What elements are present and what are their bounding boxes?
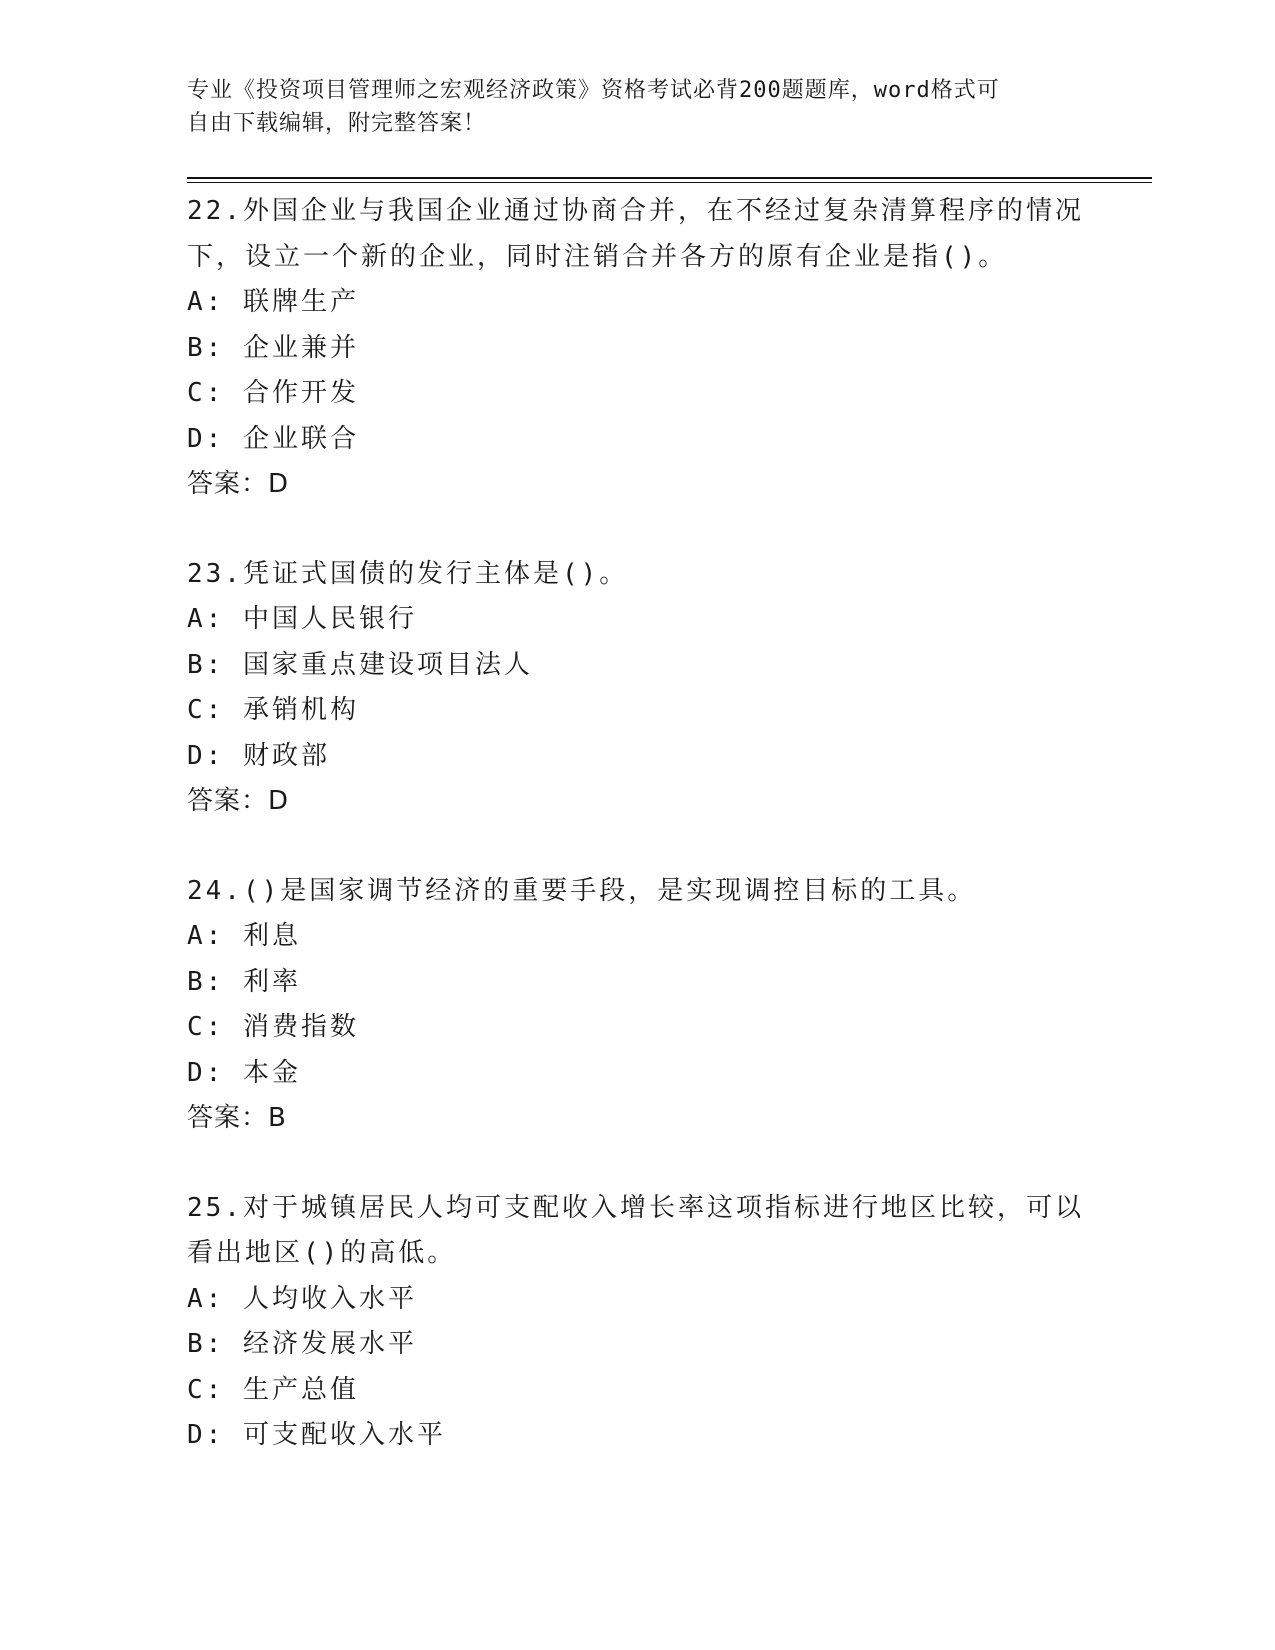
option-d: D: 可支配收入水平 (187, 1420, 446, 1450)
option-a: A: 利息 (187, 921, 301, 951)
question-stem (187, 1186, 1087, 1277)
header-divider-thin (187, 182, 1152, 183)
header-line-1: 专业《投资项目管理师之宏观经济政策》资格考试必背200题题库，word格式可 (187, 78, 1000, 103)
question-23 (187, 552, 1087, 825)
question-stem (187, 869, 1087, 915)
option-b: B: 企业兼并 (187, 332, 359, 363)
option-c: C: 消费指数 (187, 1012, 359, 1042)
option-c: C: 承销机构 (187, 695, 359, 725)
option-d: D: 财政部 (187, 740, 330, 771)
option-c: C: 生产总值 (187, 1374, 359, 1405)
question-stem-line: 24.()是国家调节经济的重要手段，是实现调控目标的工具。 (187, 875, 977, 906)
option-a: A: 人均收入水平 (187, 1283, 417, 1314)
question-list (187, 189, 1087, 1503)
option-b: B: 国家重点建设项目法人 (187, 649, 533, 680)
header-line-2: 自由下载编辑，附完整答案！ (187, 111, 487, 136)
question-stem (187, 189, 1087, 280)
question-stem-line: 看出地区()的高低。 (187, 1238, 457, 1268)
answer-line: 答案：B (187, 1103, 287, 1133)
question-stem-line: 22.外国企业与我国企业通过协商合并，在不经过复杂清算程序的情况 (187, 196, 1084, 226)
question-stem-line: 23.凭证式国债的发行主体是()。 (187, 558, 629, 589)
question-stem-line: 25.对于城镇居民人均可支配收入增长率这项指标进行地区比较，可以 (187, 1192, 1084, 1223)
answer-line: 答案：D (187, 469, 290, 499)
question-stem-line: 下，设立一个新的企业，同时注销合并各方的原有企业是指()。 (187, 241, 1008, 272)
question-stem (187, 552, 1087, 598)
option-d: D: 本金 (187, 1057, 301, 1088)
answer-line: 答案：D (187, 786, 290, 816)
header-divider-thick (187, 177, 1152, 179)
document-header (187, 74, 1067, 140)
option-b: B: 经济发展水平 (187, 1329, 417, 1359)
question-25 (187, 1186, 1087, 1459)
question-24 (187, 869, 1087, 1142)
option-a: A: 联牌生产 (187, 287, 359, 317)
option-b: B: 利率 (187, 966, 301, 997)
question-22 (187, 189, 1087, 508)
option-c: C: 合作开发 (187, 378, 359, 408)
option-d: D: 企业联合 (187, 423, 359, 454)
option-a: A: 中国人民银行 (187, 604, 417, 634)
